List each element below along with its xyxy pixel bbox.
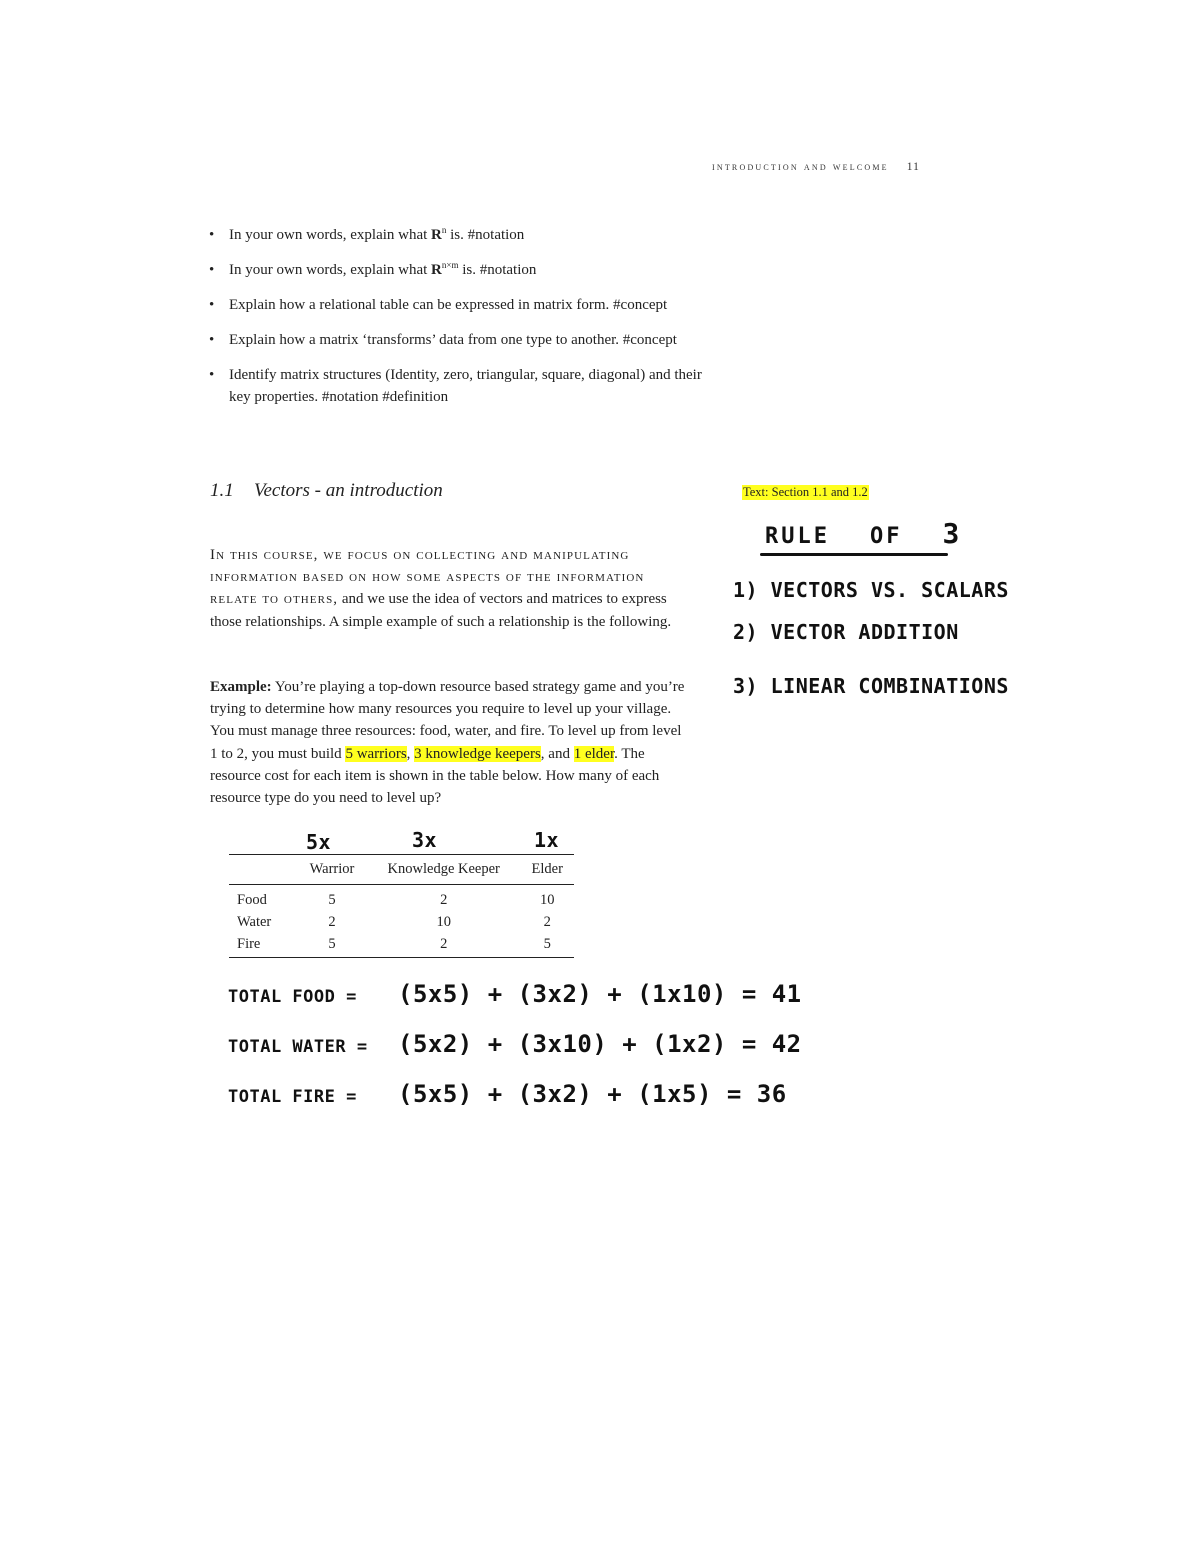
section-heading xyxy=(210,480,443,502)
list-item-text: is. #notation xyxy=(446,227,525,243)
table-header-cell xyxy=(229,855,297,885)
reals-symbol: R xyxy=(431,262,442,278)
resource-cost-table xyxy=(229,854,574,958)
highlight-elder: 1 elder xyxy=(573,745,615,762)
superscript: n xyxy=(441,225,447,235)
list-item xyxy=(208,364,708,408)
table-cell: Fire xyxy=(229,933,297,958)
calc-total-water xyxy=(228,1030,802,1058)
table-cell: 2 xyxy=(328,914,336,930)
table-header-row xyxy=(229,855,574,885)
example-text: . The resource cost for each item is shown in the table below. How many of each resource type do you need to level up? xyxy=(210,745,660,807)
rule-title-number: 3 xyxy=(942,517,963,550)
calc-expression: (5x5) + (3x2) + (1x5) = 36 xyxy=(398,1080,787,1108)
superscript: n×m xyxy=(441,260,459,270)
list-item-text: is. #notation xyxy=(458,262,537,278)
table-cell: 10 xyxy=(436,914,451,930)
example-text: , and xyxy=(540,745,574,762)
calc-label: TOTAL FOOD = xyxy=(228,987,357,1007)
table-header-cell: Warrior xyxy=(297,855,367,885)
section-number: 1.1 xyxy=(210,480,234,501)
calc-label: TOTAL FIRE = xyxy=(228,1087,357,1107)
table-header-cell: Elder xyxy=(520,855,574,885)
table-row xyxy=(229,911,574,933)
table-cell: 2 xyxy=(440,892,448,908)
calc-total-fire xyxy=(228,1080,787,1108)
list-item xyxy=(208,329,708,351)
multiplier-warrior: 5x xyxy=(306,830,332,854)
example-text: You’re playing a top-down resource based strategy game and you’re trying to determine how many resources you require to level up your village. You must manage three resources: food, water, and fire. To level up from level 1 to 2, you must build xyxy=(210,679,685,762)
table-row xyxy=(229,885,574,912)
list-item-text: In your own words, explain what xyxy=(229,262,432,278)
calc-label: TOTAL WATER = xyxy=(228,1037,368,1057)
running-head-title: introduction and welcome xyxy=(712,161,889,173)
example-text: , xyxy=(406,745,415,762)
rule-underline xyxy=(760,553,948,556)
list-item-text: Explain how a relational table can be expressed in matrix form. #concept xyxy=(229,297,668,313)
page-number: 11 xyxy=(906,161,920,173)
rule-item: 3) LINEAR COMBINATIONS xyxy=(733,674,1009,698)
intro-paragraph xyxy=(210,544,690,633)
example-paragraph xyxy=(210,676,690,809)
list-item xyxy=(208,224,708,246)
calc-total-food xyxy=(228,980,802,1008)
table-cell: 10 xyxy=(539,892,555,908)
list-item xyxy=(208,294,708,316)
table-cell: 2 xyxy=(543,914,551,930)
rule-item: 1) VECTORS VS. SCALARS xyxy=(733,578,1009,602)
rule-item: 2) VECTOR ADDITION xyxy=(733,620,959,644)
calc-expression: (5x5) + (3x2) + (1x10) = 41 xyxy=(398,980,802,1008)
rule-title-word: OF xyxy=(869,524,903,549)
highlight-knowledge-keepers: 3 knowledge keepers xyxy=(414,745,541,762)
margin-note: Text: Section 1.1 and 1.2 xyxy=(743,485,868,499)
table-cell: Food xyxy=(237,892,267,908)
reals-symbol: R xyxy=(431,227,442,243)
rule-of-3-title xyxy=(765,517,962,550)
calc-expression: (5x2) + (3x10) + (1x2) = 42 xyxy=(398,1030,802,1058)
table-cell: 5 xyxy=(297,933,367,958)
list-item xyxy=(208,259,708,281)
table-cell: 2 xyxy=(367,933,520,958)
learning-objectives-list xyxy=(208,224,708,421)
table-cell: Water xyxy=(237,914,272,930)
section-title: Vectors - an introduction xyxy=(254,480,443,501)
list-item-text: In your own words, explain what xyxy=(229,227,432,243)
table-cell: 5 xyxy=(520,933,574,958)
highlight-warriors: 5 warriors xyxy=(345,745,407,762)
example-label: Example: xyxy=(210,679,272,695)
table-header-cell: Knowledge Keeper xyxy=(367,855,520,885)
rule-title-word: RULE xyxy=(765,524,830,549)
intro-smallcaps: In this course, we focus on collecting and manipulating information based on how some aspects of the information relate to others, xyxy=(210,547,645,608)
list-item-text: Identify matrix structures (Identity, zero, triangular, square, diagonal) and their key properties. #notation #definition xyxy=(229,367,702,405)
list-item-text: Explain how a matrix ‘transforms’ data from one type to another. #concept xyxy=(229,332,677,348)
table-cell: 5 xyxy=(328,892,336,908)
multiplier-knowledge-keeper: 3x xyxy=(412,828,438,852)
intro-text: and we use the idea of vectors and matrices to express those relationships. A simple example of such a relationship is the following. xyxy=(210,591,672,630)
running-head xyxy=(712,161,920,173)
multiplier-elder: 1x xyxy=(534,828,560,852)
table-row xyxy=(229,933,574,958)
